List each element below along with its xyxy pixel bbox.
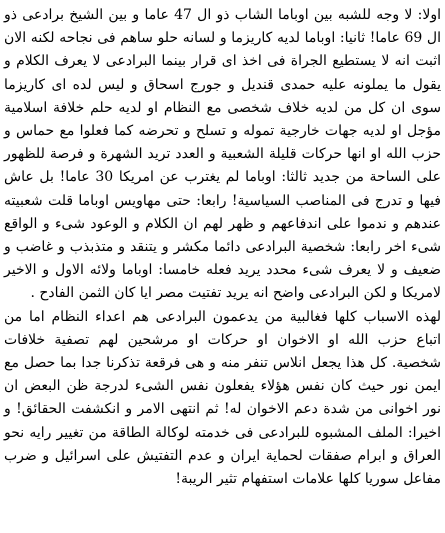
paragraph-comparison: اولا: لا وجه للشبه بين اوباما الشاب ذو ال 47 عاما و بين الشيخ برادعى ذو ال 69 عاما! ثانيا: اوباما لديه كاريزما و لسانه حلو ساهم فى نجاحه لكنه الان اثبت انه لا يستطيع الجراة فى اخذ اى قرار بينما البرادعى لا يعرف الكلام و يقول ما يملونه عليه حمدى قنديل و جورج اسحاق و ليس لده اى كاريزما سوى ان كل من لديه خلاف شخصى مع النظام او لديه حلم خلافة اسلامية مؤجل او لديه جهات خارجية تموله و تسلح و تحرضه كما فعلوا مع حماس و حزب الله او انها حركات قليلة الشعبية و العدد تريد الشهرة و فرصة للظهور على الساحة من جديد ثالثا: اوباما لم يغترب عن امريكا 30 عاما! بل عاش فيها و تدرج فى المناصب السياسية! رابعا: حتى مهاويس اوباما قلت شعبيته عندهم و ندموا على اندفاعهم و ظهر لهم ان الكلام و الوعود شىء و الواقع شىء اخر رابعا: شخصية البرادعى دائما مكشر و يتنقد و متذبذب و غاضب و ضعيف و لا يعرف شىء محدد يريد فعله خامسا: اوباما ولائه الاول و الاخير لامريكا و لكن البرادعى واضح انه يريد تفتيت مصر ايا كان الثمن الفادح .	[4, 7, 441, 302]
paragraph-conclusion: لهذه الاسباب كلها فغالبية من يدعمون البرادعى هم اعداء النظام اما من اتباع حزب الله او الاخوان او حركات او مرشحين لهم تصفية خلافات شخصية. كل هذا يجعل انلاس تنفر منه و هى فرقعة تذكرنا جدا بما حصل مع ايمن نور حيث كان نفس هؤلاء يفعلون نفس الشىء لدرجة ظن البعض ان نور اخوانى من شدة دعم الاخوان له! ثم انتهى الامر و انكشفت الحقائق! و اخيرا: الملف المشبوه للبرادعى فى خدمته لوكالة الطاقة من تغيير رايه نحو العراق و ابرام صفقات لحماية ايران و عدم التفتيش على اسرائيل و ضرب مفاعل سوريا كلها علامات استفهام تثير الريبة!	[4, 308, 441, 488]
article-body	[4, 4, 441, 491]
